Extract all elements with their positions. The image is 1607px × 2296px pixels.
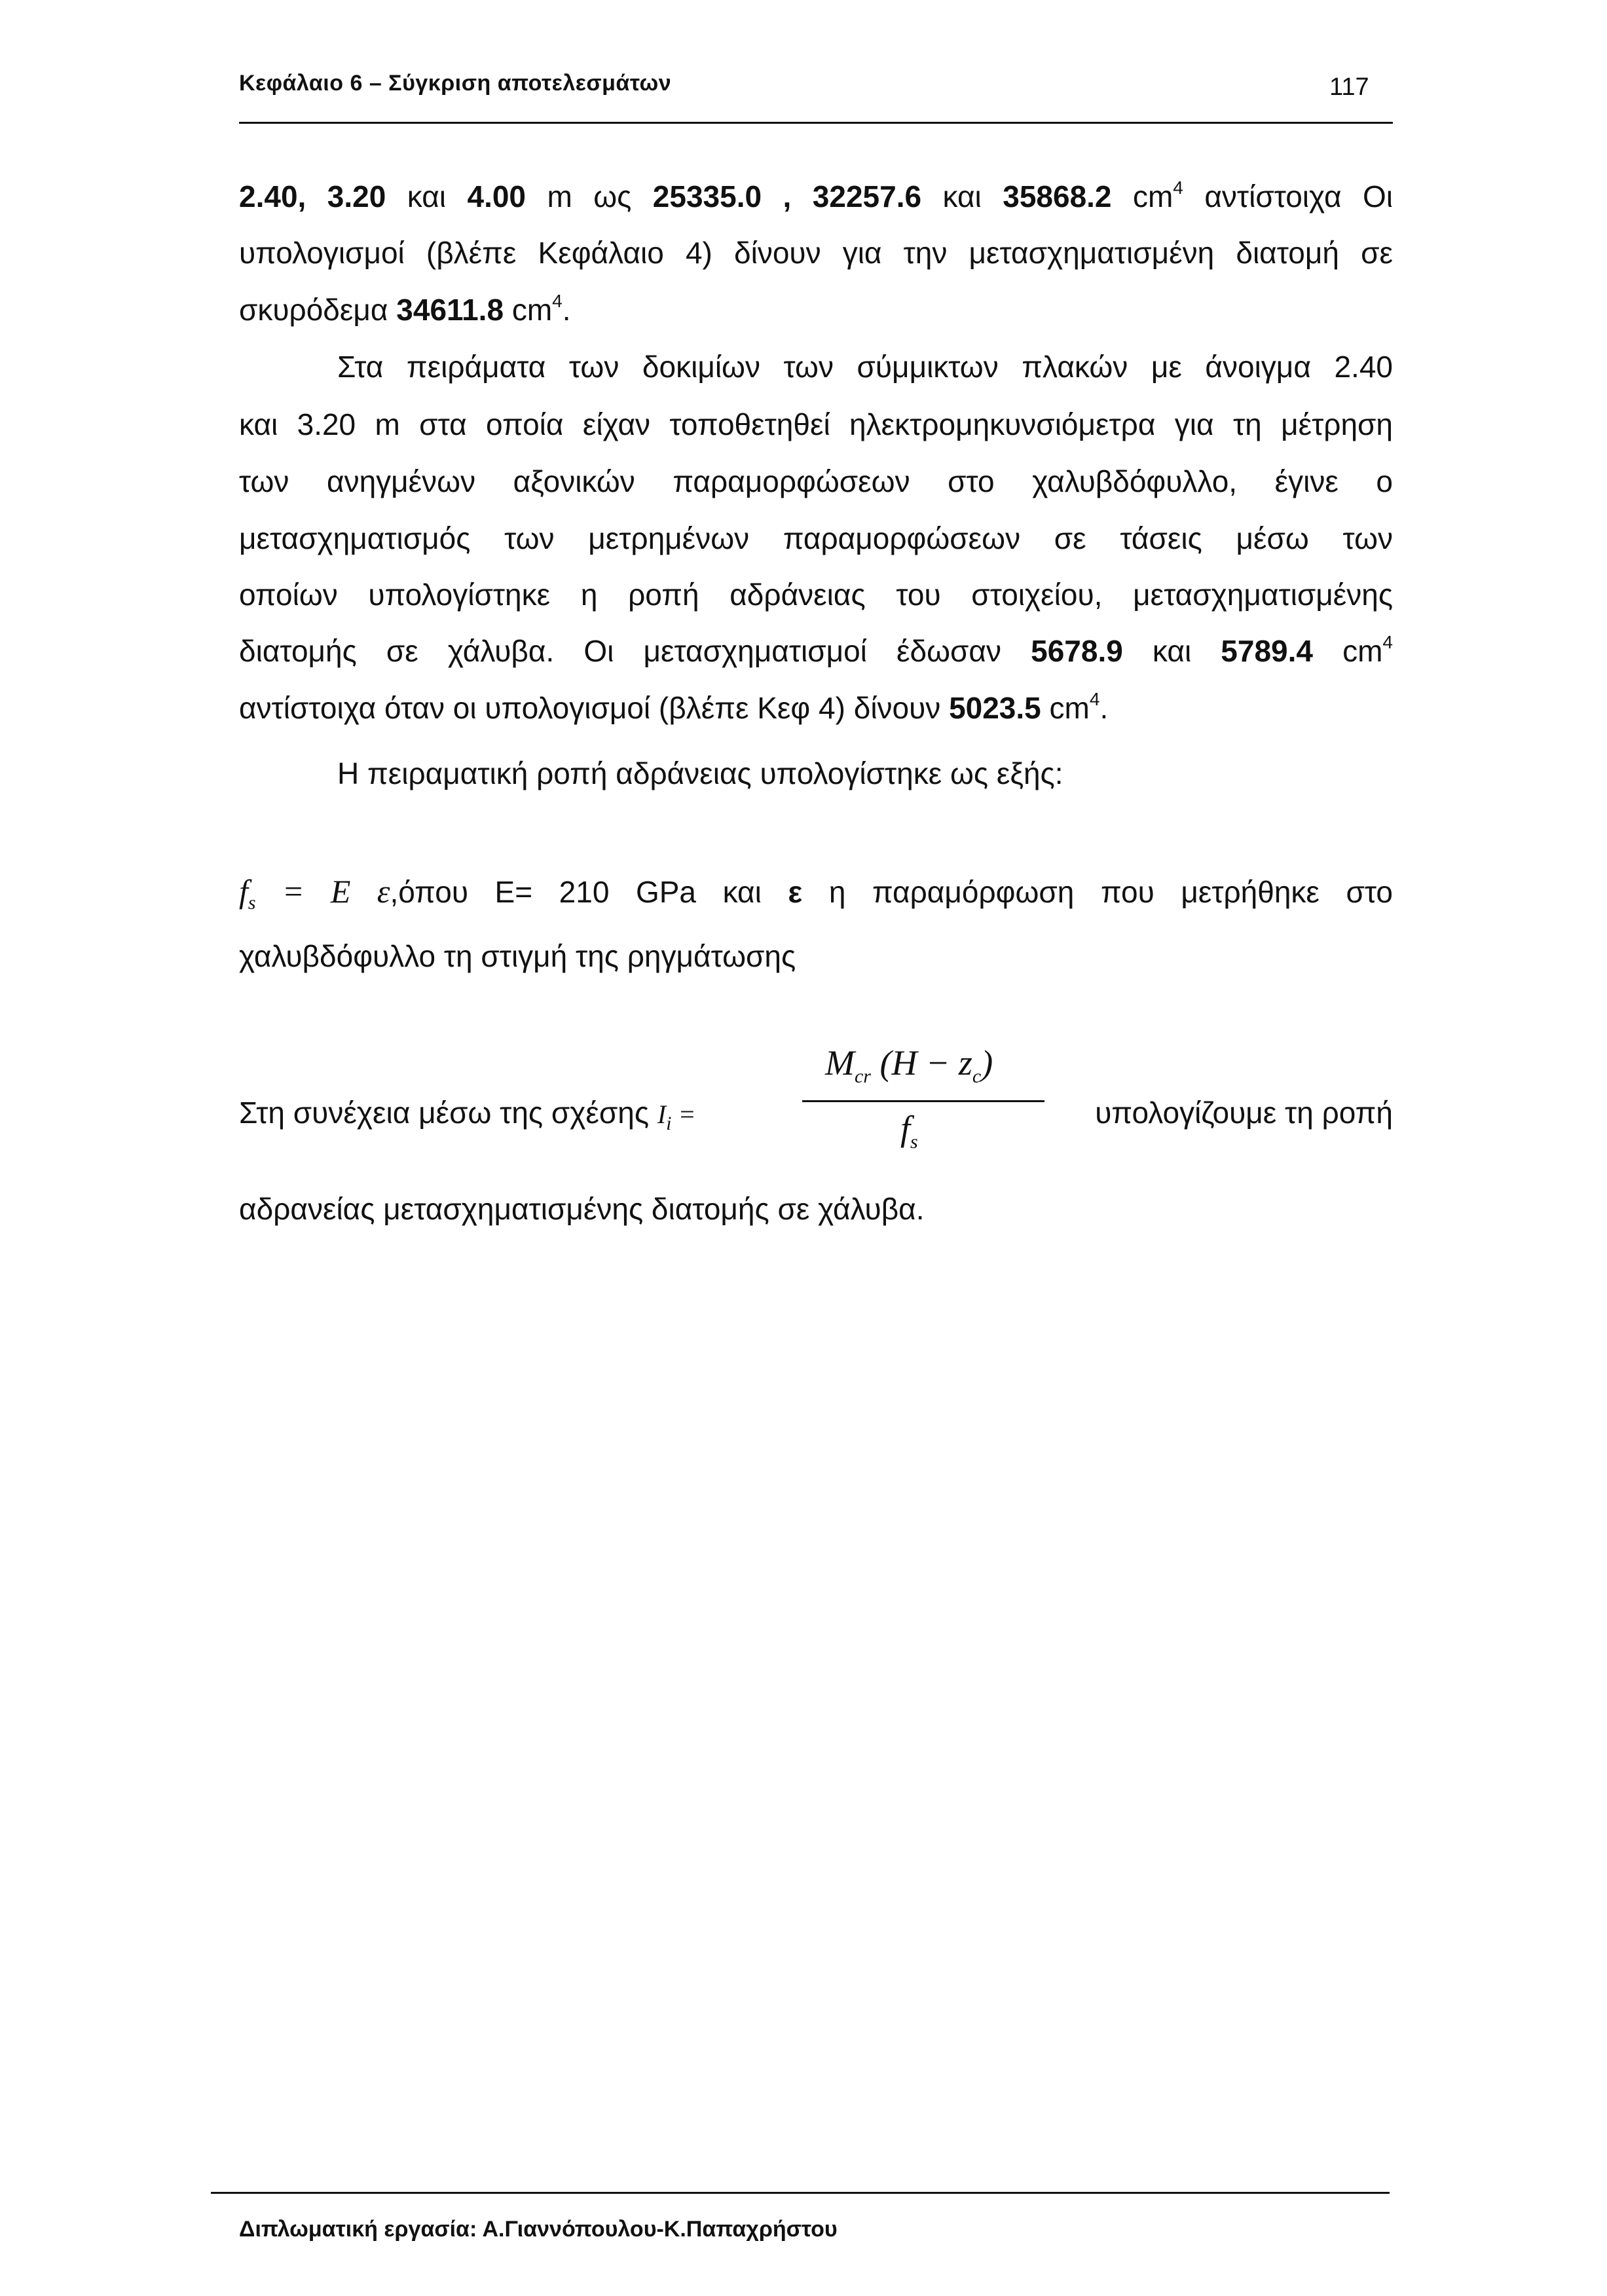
span: m ως [526, 179, 653, 213]
paragraph-line-3 [239, 291, 1393, 328]
span: cm [1041, 691, 1090, 725]
span: . [562, 293, 571, 327]
fraction-numerator [825, 1043, 993, 1087]
span: cm [1313, 634, 1383, 668]
superscript: 4 [1173, 177, 1183, 198]
span: αντίστοιχα όταν οι υπολογισμοί (βλέπε Κεφ 4) δίνουν [239, 691, 950, 725]
span: 5789.4 [1221, 634, 1313, 668]
chapter-header: Κεφάλαιο 6 – Σύγκριση αποτελεσμάτων [239, 71, 672, 96]
span: διατομής σε χάλυβα. Οι μετασχηματισμοί έδωσαν [239, 634, 1031, 668]
span: cm [1111, 179, 1173, 213]
paragraph-line-14-left [239, 1094, 776, 1133]
span: 5678.9 [1031, 634, 1123, 668]
paragraph-line-15: αδρανείας μετασχηματισμένης διατομής σε χάλυβα. [239, 1192, 925, 1226]
footer-rule [211, 2192, 1390, 2194]
span: ) [981, 1043, 993, 1083]
span: σκυρόδεμα [239, 293, 397, 327]
paragraph-line-13: χαλυβδόφυλλο τη στιγμή της ρηγμάτωσης [239, 939, 796, 973]
span: και [921, 179, 1003, 213]
span: 34611.8 [396, 293, 504, 327]
span: M [825, 1043, 855, 1083]
paragraph-line-6: των ανηγμένων αξονικών παραμορφώσεων στο χαλυβδόφυλλο, έγινε ο [239, 464, 1393, 498]
equation-line-fs [239, 873, 1393, 914]
span: f [239, 873, 248, 910]
subscript: cr [854, 1065, 871, 1087]
subscript: s [248, 892, 256, 914]
span: 4.00 [467, 179, 526, 213]
span: (H − z [870, 1043, 972, 1083]
span: f [900, 1109, 911, 1148]
paragraph-line-14-right: υπολογίζουμε τη ροπή [1095, 1096, 1393, 1130]
paragraph-line-10 [239, 690, 1393, 726]
equation-fs [239, 873, 390, 914]
page-number: 117 [1329, 73, 1369, 101]
span: και [386, 179, 468, 213]
footer-credit: Διπλωματική εργασία: Α.Γιαννόπουλου-Κ.Παπαχρήστου [239, 2217, 838, 2242]
paragraph-line-9 [239, 633, 1393, 669]
span: cm [504, 293, 553, 327]
superscript: 4 [1382, 632, 1393, 652]
span: και [1122, 634, 1221, 668]
span: η παραμόρφωση που μετρήθηκε στο [802, 875, 1393, 909]
subscript: c [972, 1065, 982, 1087]
fraction-ii [802, 1043, 1044, 1167]
subscript: i [666, 1113, 672, 1134]
span: 25335.0 , 32257.6 [652, 179, 922, 213]
span: Στη συνέχεια μέσω της σχέσης [239, 1096, 657, 1130]
span: 5023.5 [949, 691, 1041, 725]
fraction-bar [802, 1100, 1044, 1102]
paragraph-line-4: Στα πειράματα των δοκιμίων των σύμμικτων πλακών με άνοιγμα 2.40 [337, 350, 1393, 384]
span: 2.40, 3.20 [239, 179, 386, 213]
paragraph-line-1 [239, 178, 1393, 215]
span: I [657, 1100, 667, 1129]
span: = E ε [255, 873, 390, 910]
header-rule [239, 122, 1393, 124]
equation-ii [657, 1100, 696, 1134]
span: ε [788, 875, 803, 909]
superscript: 4 [552, 291, 563, 311]
span: ,όπου E= 210 GPa και [390, 875, 788, 909]
span: 35868.2 [1003, 179, 1112, 213]
paragraph-line-2: υπολογισμοί (βλέπε Κεφάλαιο 4) δίνουν για την μετασχηματισμένη διατομή σε [239, 236, 1393, 270]
span: = [671, 1100, 696, 1129]
paragraph-line-7: μετασχηματισμός των μετρημένων παραμορφώσεων σε τάσεις μέσω των [239, 521, 1393, 555]
paragraph-line-5: και 3.20 m στα οποία είχαν τοποθετηθεί ηλεκτρομηκυνσιόμετρα για τη μέτρηση [239, 407, 1393, 441]
paragraph-line-8: οποίων υπολογίστηκε η ροπή αδράνειας του στοιχείου, μετασχηματισμένης [239, 578, 1393, 612]
span: αντίστοιχα Οι [1183, 179, 1393, 213]
span: . [1099, 691, 1109, 725]
superscript: 4 [1089, 689, 1100, 709]
paragraph-line-11: Η πειραματική ροπή αδράνειας υπολογίστηκε ως εξής: [337, 756, 1063, 790]
fraction-denominator [900, 1108, 918, 1153]
subscript: s [910, 1131, 918, 1153]
